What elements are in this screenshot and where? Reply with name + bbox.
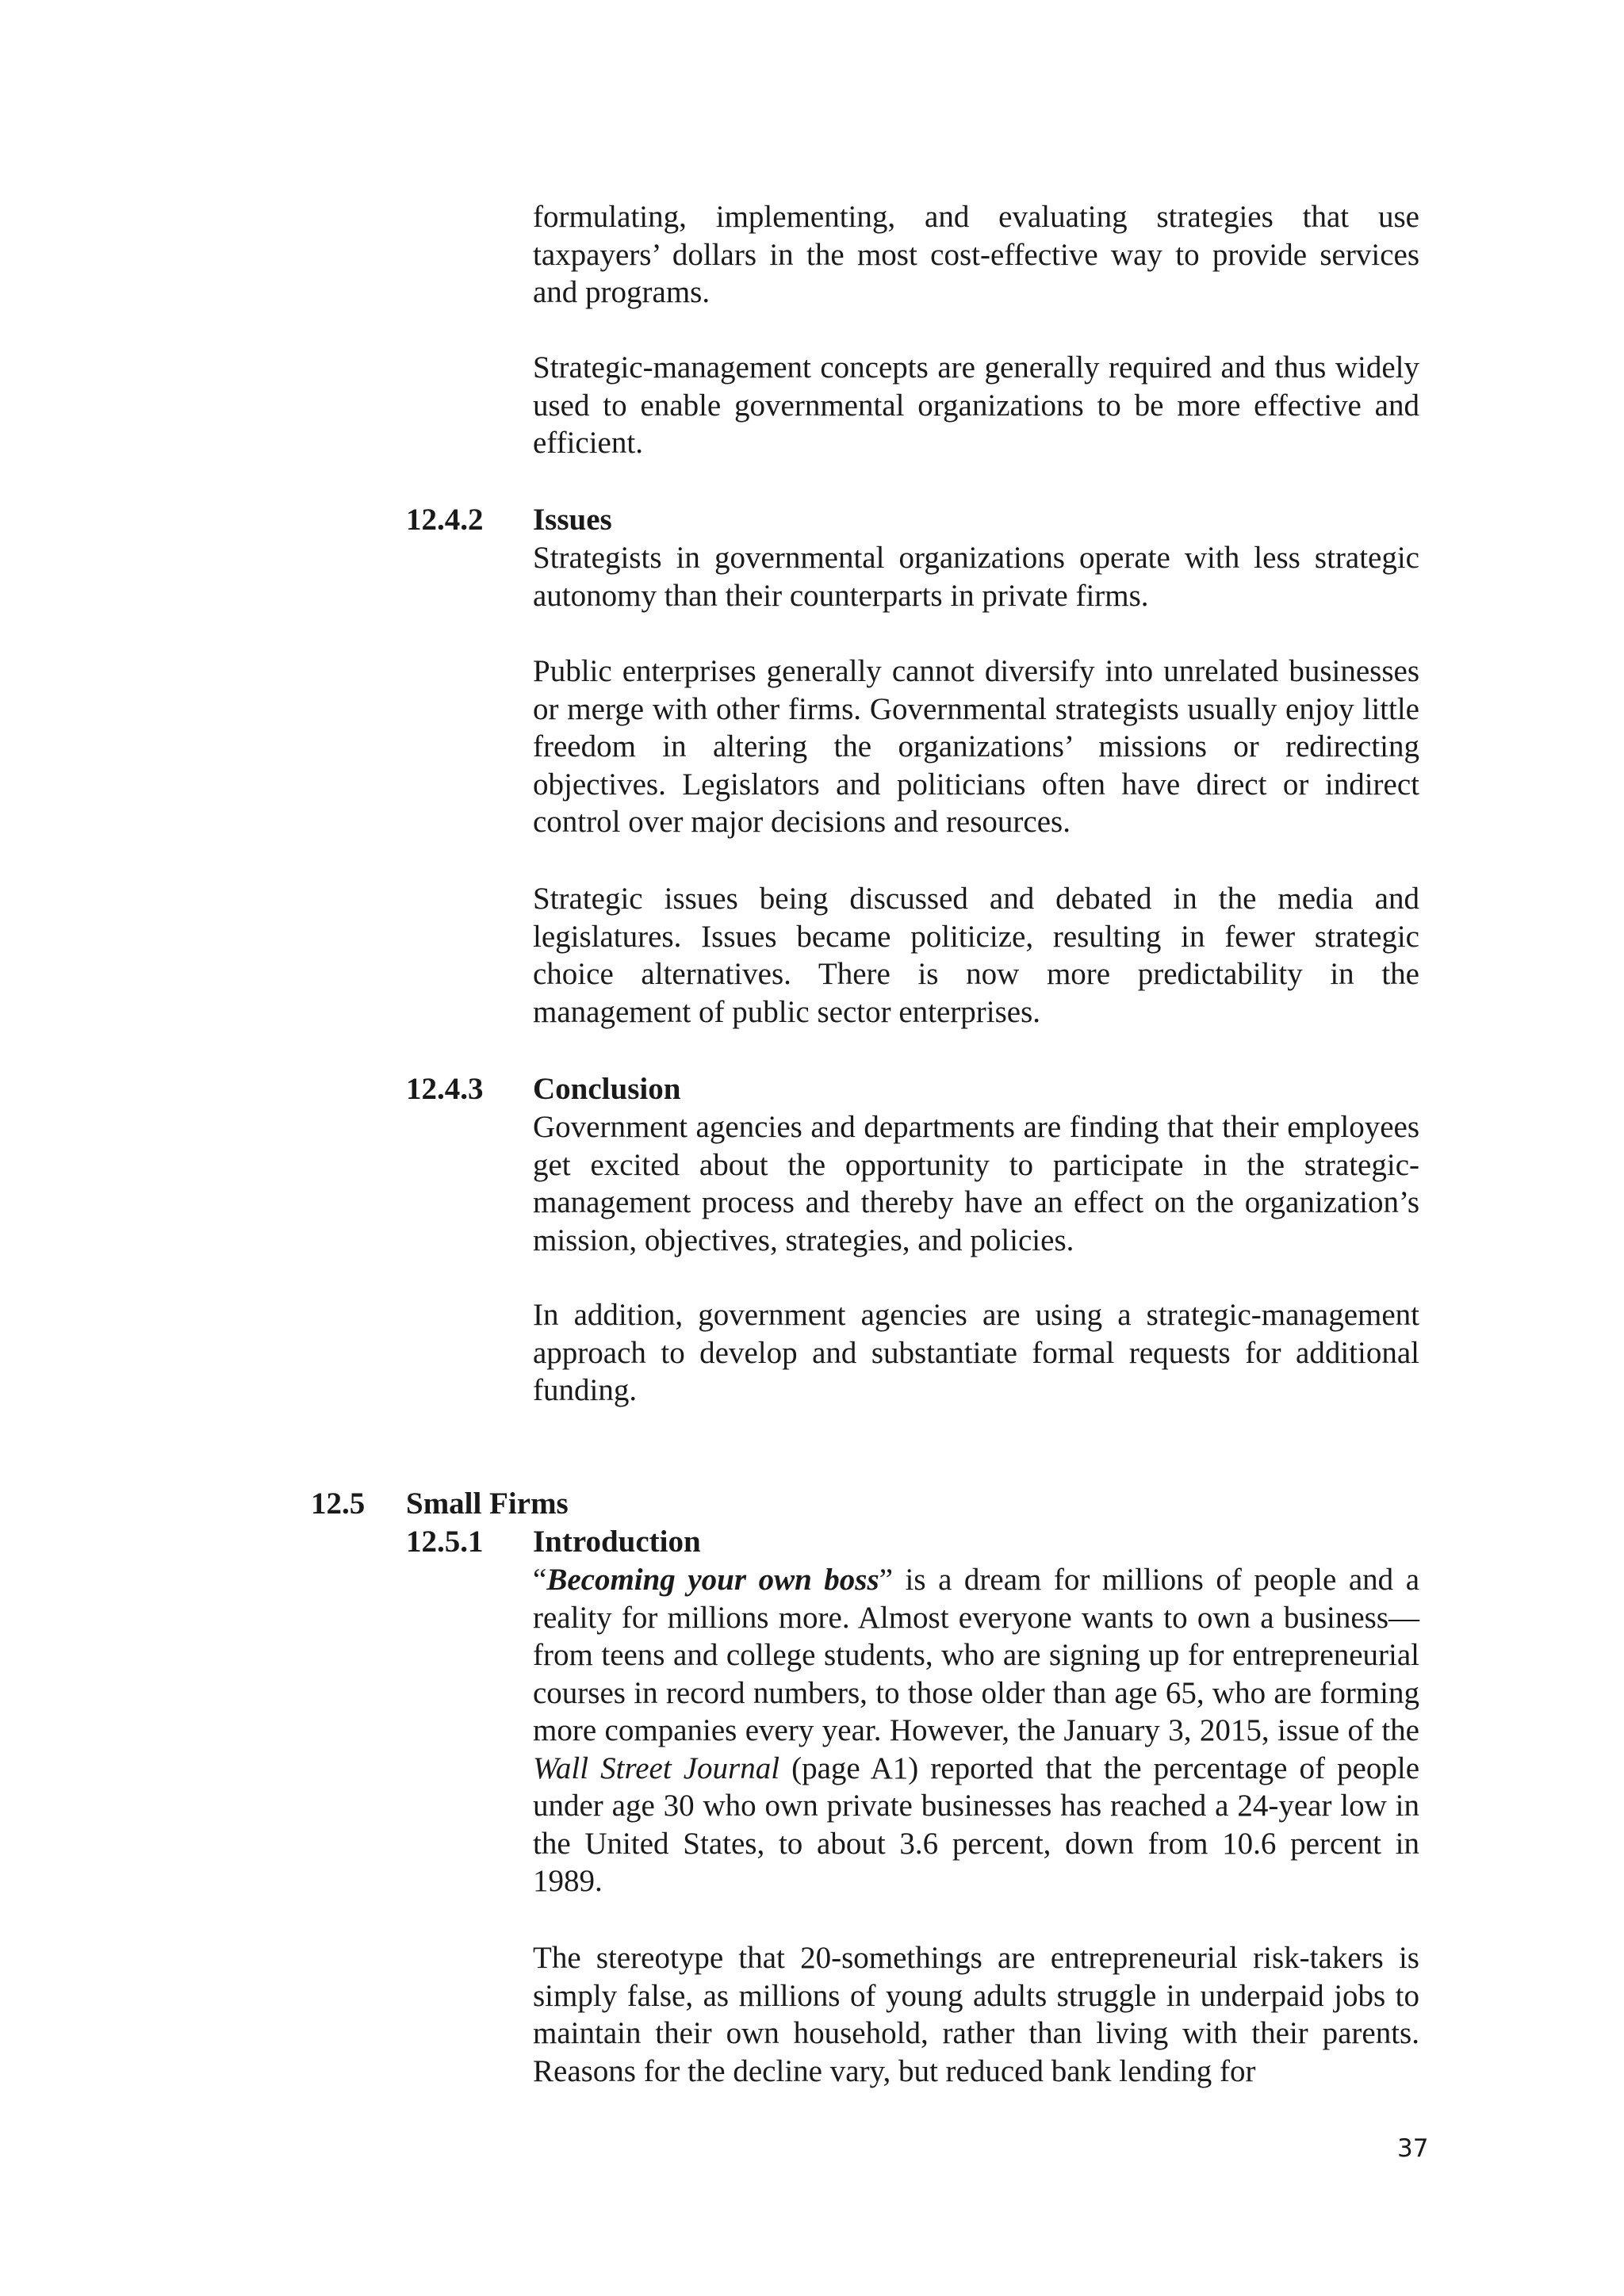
section-number: 12.5.1 (406, 1525, 484, 1559)
paragraph: Strategists in governmental organizations operate with less strategic autonomy than their counterparts in private firms. (533, 541, 1419, 613)
issues-paragraph-3 (533, 880, 1419, 1031)
issues-paragraph-2 (533, 652, 1419, 841)
paragraph: Public enterprises generally cannot diversify into unrelated businesses or merge with other firms. Governmental strategists usually enjoy little freedom in altering the organizations’ missions or redirecting objectives. Legislators and politicians often have direct or indirect control over major decisions and resources. (533, 654, 1419, 839)
small-firms-intro-paragraph-1 (533, 1561, 1419, 1900)
paragraph-text: ” is a dream for millions of people and a reality for millions more. Almost everyone wants to own a business—from teens and college students, who are signing up for entrepreneurial courses in record numbers, to those older than age 65, who are forming more companies every year. However, the January 3, 2015, issue of the (533, 1563, 1420, 1747)
small-firms-intro-paragraph-2 (533, 1939, 1419, 2090)
section-title: Introduction (533, 1525, 701, 1559)
issues-paragraph-1 (533, 539, 1419, 614)
intro-continuation-paragraph-2 (533, 349, 1419, 462)
intro-continuation-paragraph-1 (533, 198, 1419, 312)
paragraph (533, 1561, 1419, 1900)
section-number: 12.5 (311, 1487, 366, 1521)
paragraph: Strategic issues being discussed and debated in the media and legislatures. Issues became politicize, resulting in fewer strategic choice alternatives. There is now more predictability in the management of public sector enterprises. (533, 882, 1419, 1029)
conclusion-paragraph-2 (533, 1296, 1419, 1410)
section-number: 12.4.3 (406, 1072, 484, 1106)
emphasis-text: Becoming your own boss (546, 1563, 879, 1597)
section-title: Issues (533, 503, 612, 537)
paragraph: Strategic-management concepts are generally required and thus widely used to enable governmental organizations to be more effective and efficient. (533, 350, 1419, 460)
open-quote: “ (533, 1563, 547, 1597)
page-number: 37 (1397, 2134, 1429, 2163)
section-title: Conclusion (533, 1072, 681, 1106)
conclusion-paragraph-1 (533, 1108, 1419, 1259)
section-title: Small Firms (406, 1487, 569, 1521)
paragraph-text: (page A1) reported that the percentage of people under age 30 who own private businesses has reached a 24-year low in the United States, to about 3.6 percent, down from 10.6 percent in 1989. (533, 1751, 1420, 1898)
paragraph: Government agencies and departments are finding that their employees get excited about the opportunity to participate in the strategic-management process and thereby have an effect on the organization’s mission, objectives, strategies, and policies. (533, 1110, 1419, 1257)
paragraph: formulating, implementing, and evaluating strategies that use taxpayers’ dollars in the most cost-effective way to provide services and programs. (533, 200, 1419, 309)
paragraph: The stereotype that 20-somethings are entrepreneurial risk-takers is simply false, as millions of young adults struggle in underpaid jobs to maintain their own household, rather than living with their parents. Reasons for the decline vary, but reduced bank lending for (533, 1941, 1419, 2088)
journal-title: Wall Street Journal (533, 1751, 780, 1785)
section-number: 12.4.2 (406, 503, 484, 537)
paragraph: In addition, government agencies are using a strategic-management approach to develop and substantiate formal requests for additional funding. (533, 1298, 1419, 1407)
